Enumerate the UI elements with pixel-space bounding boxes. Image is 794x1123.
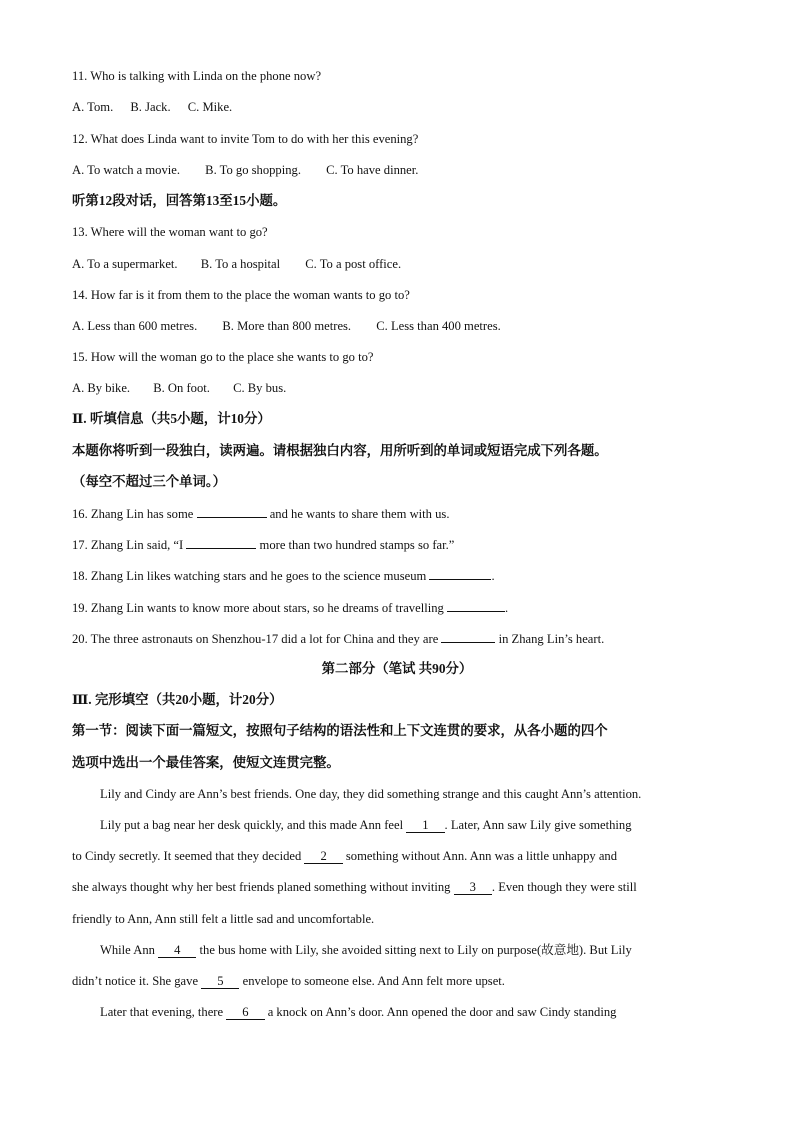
section-2-heading: Ⅱ. 听填信息（共5小题，计10分） bbox=[72, 411, 271, 426]
question-11: 11. Who is talking with Linda on the phone now? bbox=[72, 69, 322, 83]
question-20: 20. The three astronauts on Shenzhou-17 did a lot for China and they are in Zhang Lin’s heart. bbox=[72, 632, 605, 646]
option-b: B. To go shopping. bbox=[205, 163, 301, 177]
question-15: 15. How will the woman go to the place she wants to go to? bbox=[72, 350, 374, 364]
option-b: B. To a hospital bbox=[200, 257, 281, 271]
option-a: A. By bike. bbox=[72, 381, 131, 395]
cloze-blank-3[interactable]: 3 bbox=[454, 880, 492, 895]
cloze-blank-1[interactable]: 1 bbox=[406, 818, 444, 833]
option-b: B. Jack. bbox=[130, 100, 171, 114]
question-16: 16. Zhang Lin has some and he wants to share them with us. bbox=[72, 507, 450, 521]
cloze-blank-2[interactable]: 2 bbox=[304, 849, 342, 864]
cloze-blank-4[interactable]: 4 bbox=[158, 943, 196, 958]
cloze-blank-6[interactable]: 6 bbox=[226, 1005, 264, 1020]
question-15-options bbox=[72, 380, 286, 396]
question-14: 14. How far is it from them to the place the woman wants to go to? bbox=[72, 288, 410, 302]
passage-line: friendly to Ann, Ann still felt a little sad and uncomfortable. bbox=[72, 912, 375, 926]
passage-line: Lily and Cindy are Ann’s best friends. One day, they did something strange and this caught Ann’s attention. bbox=[100, 787, 642, 801]
question-12-options bbox=[72, 162, 418, 178]
option-a: A. Tom. bbox=[72, 100, 114, 114]
answer-blank[interactable] bbox=[186, 536, 256, 549]
passage-line: Lily put a bag near her desk quickly, and this made Ann feel 1 . Later, Ann saw Lily give something bbox=[100, 818, 632, 832]
option-c: C. Less than 400 metres. bbox=[376, 319, 501, 333]
passage-line: didn’t notice it. She gave 5 envelope to someone else. And Ann felt more upset. bbox=[72, 974, 505, 988]
question-11-options bbox=[72, 99, 232, 115]
section-3-instruction: 第一节：阅读下面一篇短文，按照句子结构的语法性和上下文连贯的要求，从各小题的四个 bbox=[72, 723, 608, 738]
answer-blank[interactable] bbox=[197, 505, 267, 518]
option-b: B. On foot. bbox=[153, 381, 210, 395]
question-13-options bbox=[72, 256, 401, 272]
question-12: 12. What does Linda want to invite Tom to do with her this evening? bbox=[72, 132, 419, 146]
option-a: A. To watch a movie. bbox=[72, 163, 181, 177]
question-18: 18. Zhang Lin likes watching stars and he goes to the science museum . bbox=[72, 569, 495, 583]
option-c: C. Mike. bbox=[187, 100, 233, 114]
option-c: C. To a post office. bbox=[305, 257, 402, 271]
section-2-instruction: 本题你将听到一段独白，读两遍。请根据独白内容，用所听到的单词或短语完成下列各题。 bbox=[72, 443, 608, 458]
answer-blank[interactable] bbox=[447, 599, 505, 612]
question-17: 17. Zhang Lin said, “I more than two hundred stamps so far.” bbox=[72, 538, 455, 552]
section-3-instruction-cont: 选项中选出一个最佳答案，使短文连贯完整。 bbox=[72, 755, 340, 770]
part-2-title: 第二部分（笔试 共90分） bbox=[321, 661, 473, 676]
dialog-12-instruction: 听第12段对话，回答第13至15小题。 bbox=[72, 193, 287, 208]
cloze-blank-5[interactable]: 5 bbox=[201, 974, 239, 989]
option-c: C. To have dinner. bbox=[326, 163, 419, 177]
passage-line: Later that evening, there 6 a knock on Ann’s door. Ann opened the door and saw Cindy standing bbox=[100, 1005, 617, 1019]
answer-blank[interactable] bbox=[429, 567, 491, 580]
passage-line: to Cindy secretly. It seemed that they decided 2 something without Ann. Ann was a little unhappy and bbox=[72, 849, 617, 863]
section-2-instruction-note: （每空不超过三个单词。） bbox=[72, 474, 226, 489]
option-a: A. To a supermarket. bbox=[72, 257, 178, 271]
passage-line: she always thought why her best friends planed something without inviting 3 . Even though they were still bbox=[72, 880, 637, 894]
option-a: A. Less than 600 metres. bbox=[72, 319, 198, 333]
question-13: 13. Where will the woman want to go? bbox=[72, 225, 268, 239]
answer-blank[interactable] bbox=[441, 630, 495, 643]
question-14-options bbox=[72, 318, 501, 334]
option-b: B. More than 800 metres. bbox=[222, 319, 352, 333]
question-19: 19. Zhang Lin wants to know more about stars, so he dreams of travelling . bbox=[72, 601, 509, 615]
passage-line: While Ann 4 the bus home with Lily, she avoided sitting next to Lily on purpose(故意地). But Lily bbox=[100, 943, 632, 957]
section-3-heading: Ⅲ. 完形填空（共20小题，计20分） bbox=[72, 692, 283, 707]
option-c: C. By bus. bbox=[233, 381, 287, 395]
